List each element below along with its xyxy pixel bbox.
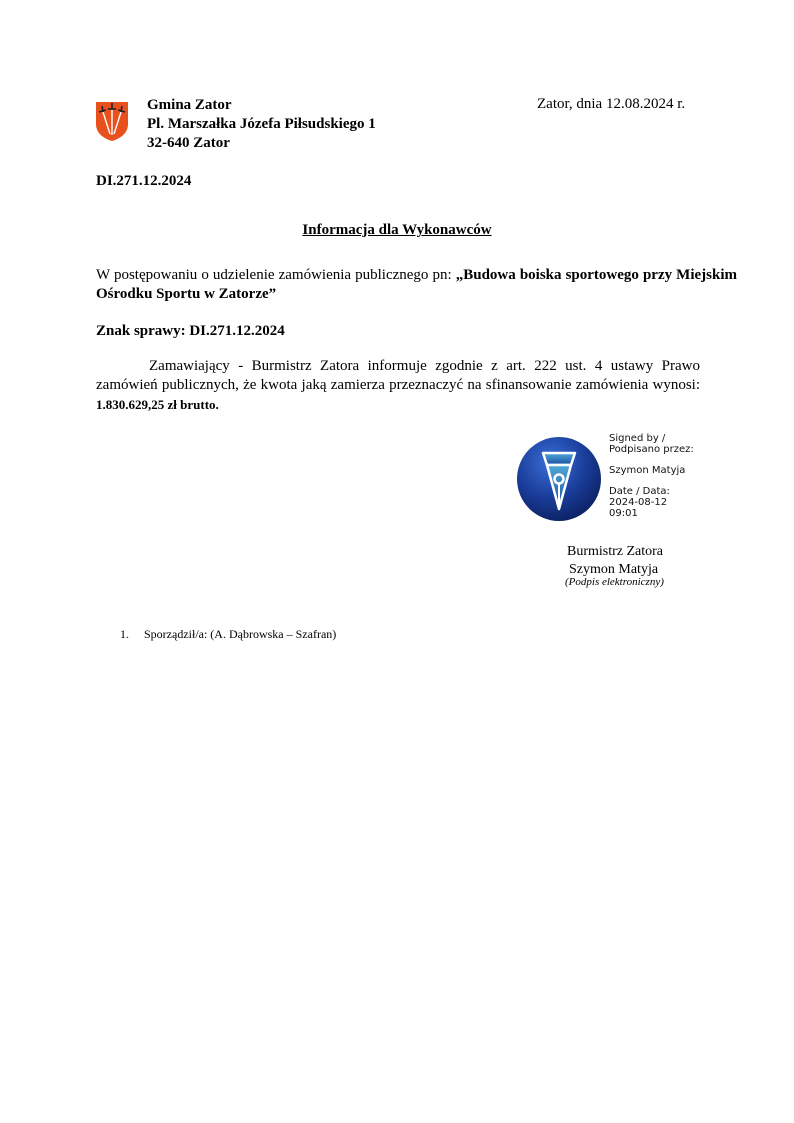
signature-date: 2024-08-12 bbox=[609, 497, 668, 508]
intro-text: W postępowaniu o udzielenie zamówienia publicznego pn: bbox=[96, 267, 456, 283]
date-label: Date / Data: bbox=[609, 486, 670, 497]
coat-of-arms-icon bbox=[95, 100, 129, 142]
org-name: Gmina Zator bbox=[147, 97, 232, 113]
main-paragraph-text: Zamawiający - Burmistrz Zatora informuje zgodnie z art. 222 ust. 4 ustawy Prawo zamówień publicznych, że kwota jaką zamierza przeznaczyć na sfinansowanie zamówienia wynosi: bbox=[96, 358, 700, 393]
project-name: „Budowa boiska sportowego przy Miejskim Ośrodku Sportu w Zatorze” bbox=[96, 267, 737, 302]
intro-paragraph bbox=[96, 266, 737, 304]
signer-name: Szymon Matyja bbox=[609, 465, 686, 476]
document-title bbox=[0, 220, 794, 240]
case-sign: Znak sprawy: DI.271.12.2024 bbox=[96, 323, 285, 339]
org-address-line2: 32-640 Zator bbox=[147, 135, 230, 151]
signed-by-label: Signed by / bbox=[609, 433, 666, 444]
org-address-line1: Pl. Marszałka Józefa Piłsudskiego 1 bbox=[147, 116, 376, 132]
signature-time: 09:01 bbox=[609, 508, 638, 519]
reference-number: DI.271.12.2024 bbox=[96, 173, 192, 189]
signature-stamp-details bbox=[609, 433, 694, 519]
signatory-role: Burmistrz Zatora bbox=[567, 544, 664, 559]
list-number: 1. bbox=[120, 627, 129, 641]
document-title-text: Informacja dla Wykonawców bbox=[302, 222, 492, 238]
list-text: Sporządził/a: (A. Dąbrowska – Szafran) bbox=[144, 627, 337, 641]
fountain-pen-nib-icon bbox=[515, 435, 603, 523]
signature-note: (Podpis elektroniczny) bbox=[565, 576, 664, 588]
amount: 1.830.629,25 zł brutto. bbox=[96, 397, 219, 412]
signatory-name: Szymon Matyja bbox=[569, 562, 659, 577]
place-and-date: Zator, dnia 12.08.2024 r. bbox=[537, 96, 686, 112]
footer-list-item bbox=[120, 627, 336, 642]
signed-by-label-pl: Podpisano przez: bbox=[609, 444, 694, 455]
main-paragraph bbox=[96, 357, 700, 415]
